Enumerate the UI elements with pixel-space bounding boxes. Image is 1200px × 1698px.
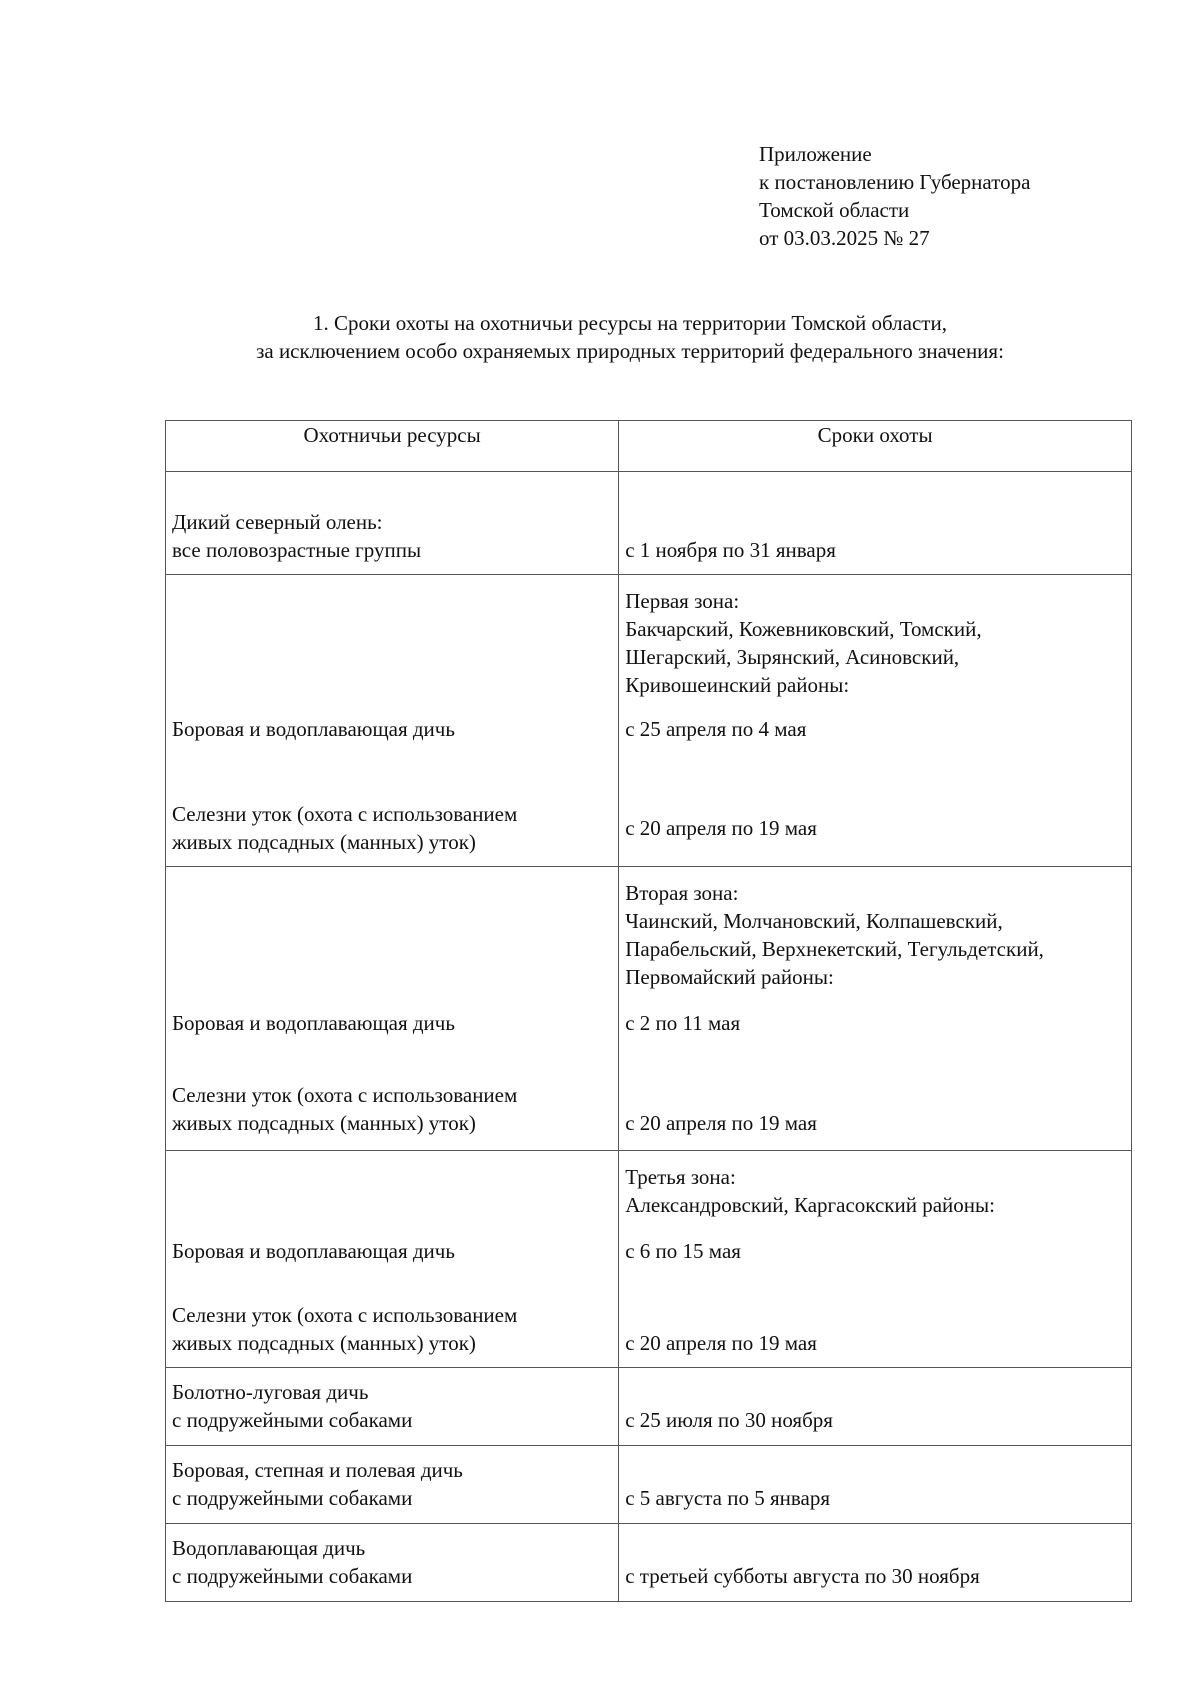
resource-text: живых подсадных (манных) уток) [172, 1331, 476, 1355]
resource-text: Селезни уток (охота с использованием [172, 1083, 518, 1107]
term-cell [619, 1524, 1132, 1602]
term-text: с 20 апреля по 19 мая [625, 1111, 817, 1135]
resource-text: Дикий северный олень: [172, 510, 383, 534]
section-heading [150, 309, 1110, 365]
zone-districts: Чаинский, Молчановский, Колпашевский, [625, 909, 1003, 933]
zone-districts: Кривошеинский районы: [625, 673, 850, 697]
column-header-terms: Сроки охоты [619, 421, 1132, 472]
table-row [166, 575, 1132, 867]
term-cell [619, 1368, 1132, 1446]
table-row [166, 867, 1132, 1151]
heading-line: за исключением особо охраняемых природных территорий федерального значения: [256, 339, 1004, 363]
zone-districts: Первомайский районы: [625, 965, 834, 989]
zone-title: Третья зона: [625, 1165, 736, 1189]
resource-text: живых подсадных (манных) уток) [172, 1111, 476, 1135]
term-cell [619, 1446, 1132, 1524]
term-text: с 20 апреля по 19 мая [625, 816, 817, 840]
resource-text: живых подсадных (манных) уток) [172, 830, 476, 854]
resource-text: Селезни уток (охота с использованием [172, 1303, 518, 1327]
resource-text: Боровая и водоплавающая дичь [172, 717, 455, 741]
resource-cell [166, 1151, 619, 1368]
table-row [166, 1368, 1132, 1446]
term-text: с 6 по 15 мая [625, 1239, 741, 1263]
term-text: с третьей субботы августа по 30 ноября [625, 1564, 980, 1588]
term-cell [619, 472, 1132, 575]
appendix-date-number: от 03.03.2025 № 27 [759, 226, 930, 250]
resource-cell [166, 1524, 619, 1602]
term-text: с 25 апреля по 4 мая [625, 717, 807, 741]
zone-districts: Парабельский, Верхнекетский, Тегульдетский, [625, 937, 1044, 961]
term-cell [619, 1151, 1132, 1368]
resource-text: с подружейными собаками [172, 1564, 413, 1588]
term-text: с 20 апреля по 19 мая [625, 1331, 817, 1355]
column-header-resources: Охотничьи ресурсы [166, 421, 619, 472]
resource-text: Боровая, степная и полевая дичь [172, 1458, 463, 1482]
resource-text: с подружейными собаками [172, 1408, 413, 1432]
term-cell [619, 867, 1132, 1151]
term-text: с 25 июля по 30 ноября [625, 1408, 833, 1432]
zone-districts: Бакчарский, Кожевниковский, Томский, [625, 617, 982, 641]
term-cell [619, 575, 1132, 867]
appendix-line: к постановлению Губернатора [759, 170, 1031, 194]
table-header-row [166, 421, 1132, 472]
hunting-terms-table [165, 420, 1132, 1602]
zone-districts: Шегарский, Зырянский, Асиновский, [625, 645, 960, 669]
term-text: с 5 августа по 5 января [625, 1486, 830, 1510]
table-row [166, 1524, 1132, 1602]
heading-line: 1. Сроки охоты на охотничьи ресурсы на территории Томской области, [313, 311, 947, 335]
resource-text: Боровая и водоплавающая дичь [172, 1239, 455, 1263]
resource-cell [166, 867, 619, 1151]
resource-cell [166, 472, 619, 575]
resource-cell [166, 1446, 619, 1524]
resource-cell [166, 575, 619, 867]
zone-title: Вторая зона: [625, 881, 739, 905]
resource-text: Болотно-луговая дичь [172, 1380, 369, 1404]
table-row [166, 1446, 1132, 1524]
table-row [166, 1151, 1132, 1368]
resource-text: Водоплавающая дичь [172, 1536, 366, 1560]
appendix-line: Приложение [759, 142, 872, 166]
zone-title: Первая зона: [625, 589, 740, 613]
resource-cell [166, 1368, 619, 1446]
appendix-line: Томской области [759, 198, 910, 222]
table-row [166, 472, 1132, 575]
resource-text: Селезни уток (охота с использованием [172, 802, 518, 826]
resource-text: все половозрастные группы [172, 538, 422, 562]
appendix-block [759, 140, 1030, 252]
resource-text: Боровая и водоплавающая дичь [172, 1011, 455, 1035]
term-text: с 1 ноября по 31 января [625, 538, 836, 562]
resource-text: с подружейными собаками [172, 1486, 413, 1510]
term-text: с 2 по 11 мая [625, 1011, 741, 1035]
zone-districts: Александровский, Каргасокский районы: [625, 1193, 995, 1217]
